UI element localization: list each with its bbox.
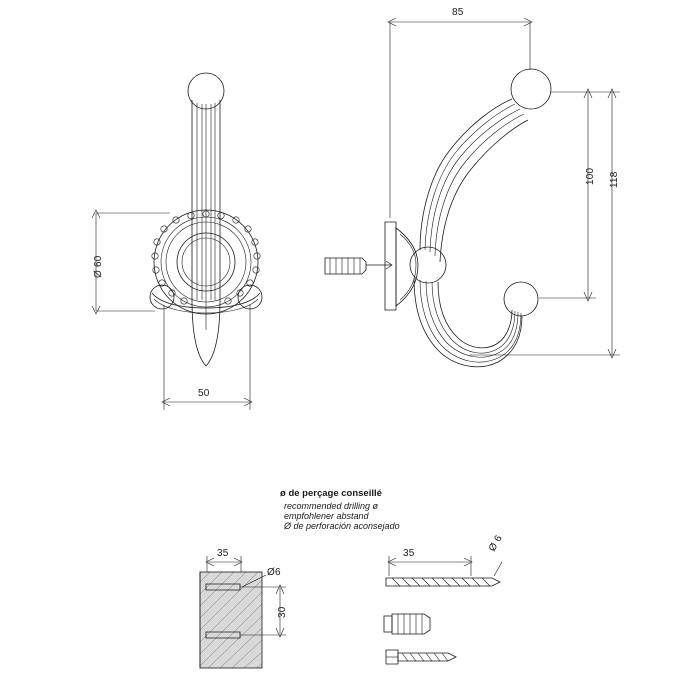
dim-drillbit-length-35: 35	[403, 548, 415, 559]
dim-side-depth-85: 85	[452, 7, 464, 18]
front-view-dimension-lines	[92, 210, 252, 410]
dim-front-width-50: 50	[198, 388, 210, 399]
dim-hole-diameter-6: Ø6	[267, 567, 281, 578]
dim-drillbit-diameter-6: Ø 6	[487, 533, 505, 554]
dim-drill-spacing-35: 35	[217, 548, 229, 559]
drilling-note-title: ø de perçage conseillé	[280, 488, 382, 499]
dim-front-diameter-60: Ø 60	[93, 255, 104, 278]
drilling-note-line-de: empfohlener abstand	[284, 511, 369, 521]
dim-drill-depth-30: 30	[277, 606, 288, 618]
front-view-geometry	[150, 73, 262, 366]
drilling-note-line-en: recommended drilling ø	[284, 501, 379, 511]
drilling-note-line-es: Ø de perforación aconsejado	[284, 521, 400, 531]
side-view-geometry	[325, 69, 551, 367]
dim-side-height-118: 118	[609, 171, 620, 188]
dim-side-height-100: 100	[585, 167, 596, 185]
hardware-detail-geometry	[384, 556, 502, 664]
